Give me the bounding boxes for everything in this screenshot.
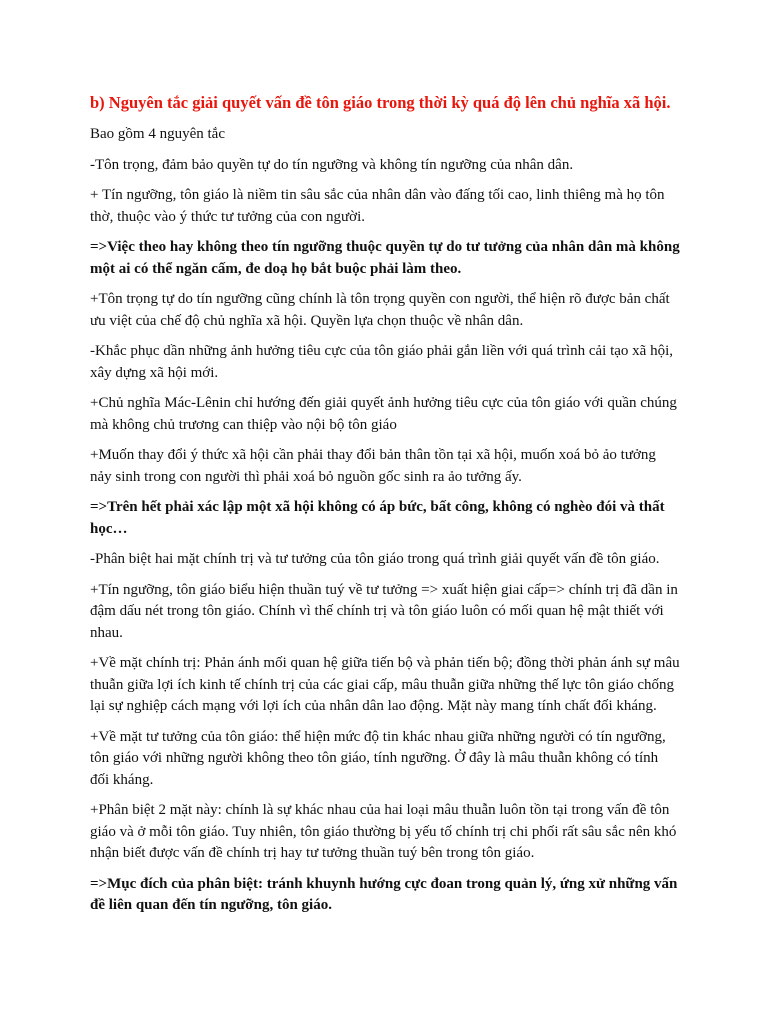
body-paragraph: +Về mặt tư tưởng của tôn giáo: thể hiện mức độ tin khác nhau giữa những người có tín ngưỡng, tôn giáo với những người không theo tôn giáo, tính ngưỡng. Ở đây là mâu thuẫn không có tính đối kháng.: [90, 728, 666, 788]
body-paragraph: Bao gồm 4 nguyên tắc: [90, 126, 225, 142]
body-paragraph: + Tín ngưỡng, tôn giáo là niềm tin sâu sắc của nhân dân vào đấng tối cao, linh thiêng mà họ tôn thờ, thuộc vào ý thức tư tưởng của con người.: [90, 187, 665, 225]
document-page: [90, 92, 680, 926]
section-heading: b) Nguyên tắc giải quyết vấn đề tôn giáo trong thời kỳ quá độ lên chủ nghĩa xã hội.: [90, 93, 671, 112]
body-paragraph: +Về mặt chính trị: Phản ánh mối quan hệ giữa tiến bộ và phản tiến bộ; đồng thời phản ánh sự mâu thuẫn giữa lợi ích kinh tế chính trị của các giai cấp, mâu thuẫn giữa những thế lực tôn giáo chống lại sự nghiệp cách mạng với lợi ích của nhân dân lao động. Mặt này mang tính chất đối kháng.: [90, 655, 680, 714]
conclusion-paragraph: =>Mục đích của phân biệt: tránh khuynh hướng cực đoan trong quản lý, ứng xử những vấn đề liên quan đến tín ngưỡng, tôn giáo.: [90, 875, 678, 913]
body-paragraph: +Tôn trọng tự do tín ngưỡng cũng chính là tôn trọng quyền con người, thể hiện rõ được bản chất ưu việt của chế độ chủ nghĩa xã hội. Quyền lựa chọn thuộc về nhân dân.: [90, 291, 670, 329]
body-paragraph: -Khắc phục dần những ảnh hưởng tiêu cực của tôn giáo phải gắn liền với quá trình cải tạo xã hội, xây dựng xã hội mới.: [90, 343, 674, 381]
body-paragraph: +Phân biệt 2 mặt này: chính là sự khác nhau của hai loại mâu thuẫn luôn tồn tại trong vấn đề tôn giáo và ở mỗi tôn giáo. Tuy nhiên, tôn giáo thường bị yếu tố chính trị chi phối rất sâu sắc nên khó nhận biết được vấn đề chính trị hay tư tưởng thuần tuý bên trong tôn giáo.: [90, 802, 677, 861]
conclusion-paragraph: =>Việc theo hay không theo tín ngưỡng thuộc quyền tự do tư tưởng của nhân dân mà không một ai có thể ngăn cấm, đe doạ họ bắt buộc phải làm theo.: [90, 239, 680, 277]
body-paragraph: -Phân biệt hai mặt chính trị và tư tưởng của tôn giáo trong quá trình giải quyết vấn đề tôn giáo.: [90, 551, 660, 567]
conclusion-paragraph: =>Trên hết phải xác lập một xã hội không có áp bức, bất công, không có nghèo đói và thất học…: [90, 499, 665, 537]
body-paragraph: +Tín ngưỡng, tôn giáo biểu hiện thuần tuý về tư tưởng => xuất hiện giai cấp=> chính trị đã dần in đậm dấu nét trong tôn giáo. Chính vì thế chính trị và tôn giáo luôn có mối quan hệ mật thiết với nhau.: [90, 581, 678, 641]
body-paragraph: -Tôn trọng, đảm bảo quyền tự do tín ngưỡng và không tín ngưỡng của nhân dân.: [90, 156, 574, 173]
body-paragraph: +Chủ nghĩa Mác-Lênin chỉ hướng đến giải quyết ảnh hưởng tiêu cực của tôn giáo với quần chúng mà không chủ trương can thiệp vào nội bộ tôn giáo: [90, 395, 677, 433]
paragraph-list: [90, 124, 680, 917]
body-paragraph: +Muốn thay đổi ý thức xã hội cần phải thay đổi bản thân tồn tại xã hội, muốn xoá bỏ ảo tưởng nảy sinh trong con người thì phải xoá bỏ nguồn gốc sinh ra ảo tưởng ấy.: [90, 447, 656, 485]
